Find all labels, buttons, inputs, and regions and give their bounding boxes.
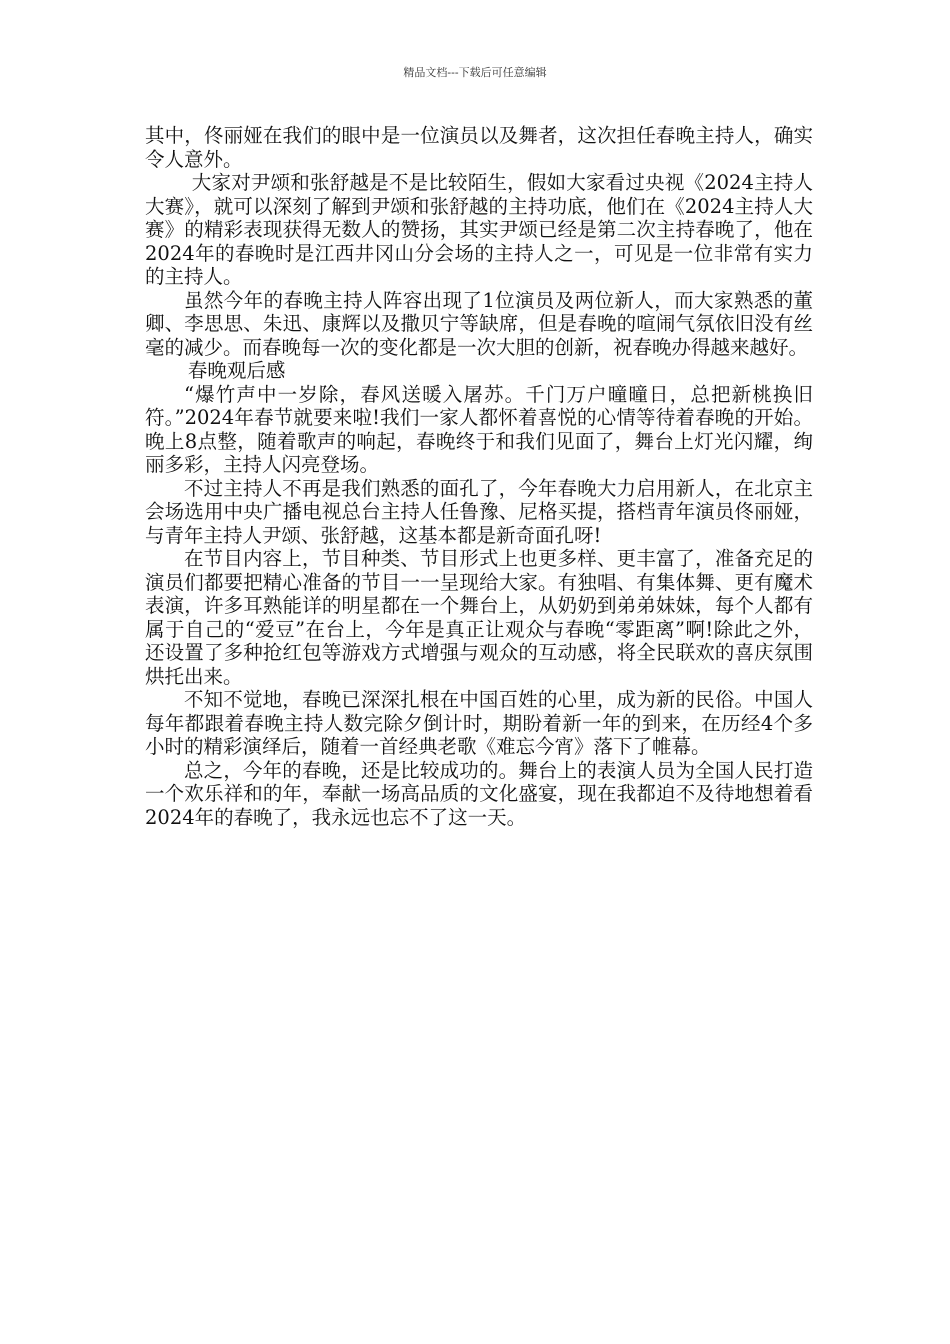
paragraph-tradition: 不知不觉地，春晚已深深扎根在中国百姓的心里，成为新的民俗。中国人每年都跟着春晚主持人数完除夕倒计时，期盼着新一年的到来，在历经4个多小时的精彩演绎后，随着一首经典老歌《难忘今宵》落下了帷幕。 [145, 688, 813, 758]
paragraph-continuation: 其中，佟丽娅在我们的眼中是一位演员以及舞者，这次担任春晚主持人，确实令人意外。 [145, 124, 813, 171]
page-header: 精品文档---下载后可任意编辑 [403, 66, 547, 79]
paragraph-conclusion: 总之，今年的春晚，还是比较成功的。舞台上的表演人员为全国人民打造一个欢乐祥和的年，奉献一场高品质的文化盛宴，现在我都迫不及待地想着看2024年的春晚了，我永远也忘不了这一天。 [145, 758, 813, 829]
paragraph-program-content: 在节目内容上，节目种类、节目形式上也更多样、更丰富了，准备充足的演员们都要把精心准备的节目一一呈现给大家。有独唱、有集体舞、更有魔术表演，许多耳熟能详的明星都在一个舞台上，从奶奶到弟弟妹妹，每个人都有属于自己的“爱豆”在台上，今年是真正让观众与春晚“零距离”啊!除此之外，还设置了多种抢红包等游戏方式增强与观众的互动感，将全民联欢的喜庆氛围烘托出来。 [145, 547, 813, 688]
paragraph-host-lineup: 虽然今年的春晚主持人阵容出现了1位演员及两位新人，而大家熟悉的董卿、李思思、朱迅、康辉以及撒贝宁等缺席，但是春晚的喧闹气氛依旧没有丝毫的减少。而春晚每一次的变化都是一次大胆的创新，祝春晚办得越来越好。 [145, 288, 813, 359]
paragraph-new-hosts: 不过主持人不再是我们熟悉的面孔了，今年春晚大力启用新人，在北京主会场选用中央广播电视总台主持人任鲁豫、尼格买提，搭档青年演员佟丽娅，与青年主持人尹颂、张舒越，这基本都是新奇面孔呀! [145, 476, 813, 547]
paragraph-opening: “爆竹声中一岁除，春风送暖入屠苏。千门万户曈曈日，总把新桃换旧符。”2024年春节就要来啦!我们一家人都怀着喜悦的心情等待着春晚的开始。晚上8点整，随着歌声的响起，春晚终于和我们见面了，舞台上灯光闪耀，绚丽多彩，主持人闪亮登场。 [145, 382, 813, 476]
document-body [145, 124, 813, 829]
section-heading: 春晚观后感 [187, 359, 286, 382]
paragraph-hosts-intro: 大家对尹颂和张舒越是不是比较陌生，假如大家看过央视《2024主持人大赛》，就可以深刻了解到尹颂和张舒越的主持功底，他们在《2024主持人大赛》的精彩表现获得无数人的赞扬，其实尹颂已经是第二次主持春晚了，他在2024年的春晚时是江西井冈山分会场的主持人之一，可见是一位非常有实力的主持人。 [145, 171, 813, 288]
